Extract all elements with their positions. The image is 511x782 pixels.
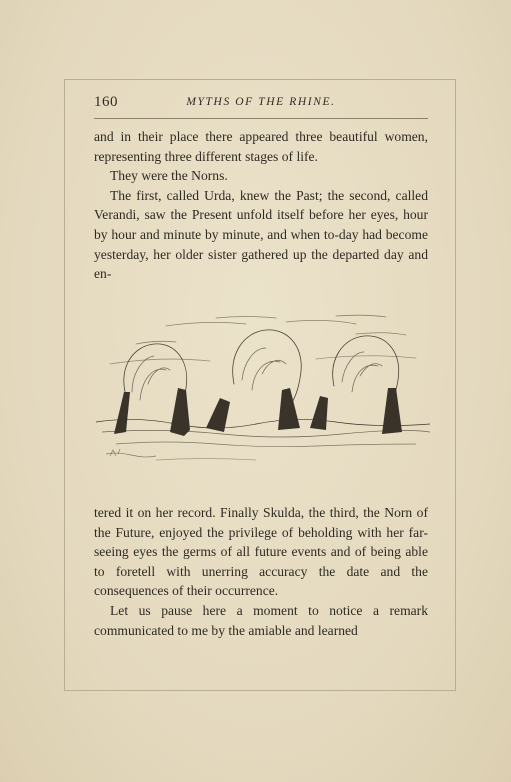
paragraph: tered it on her record. Finally Skulda, the third, the Norn of the Future, enjoyed the privilege of beholding with her far-seeing eyes the germs of all future events and of being able to foretell with unerring accuracy the date and the consequences of their occurrence.	[94, 505, 428, 599]
body-text-bottom	[94, 503, 428, 640]
body-text-top	[94, 127, 428, 284]
paragraph: Let us pause here a moment to notice a remark communicated to me by the amiable and learned	[94, 602, 428, 638]
paragraph: The first, called Urda, knew the Past; the second, called Verandi, saw the Present unfold itself before her eyes, hour by hour and minute by minute, and when to-day had become yesterday, her older sister gathered up the departed day and en-	[94, 187, 428, 282]
norns-illustration	[96, 304, 430, 484]
header-rule	[94, 118, 428, 119]
paragraph: and in their place there appeared three beautiful women, representing three different stages of life.	[94, 129, 428, 164]
page-number: 160	[94, 94, 118, 110]
running-title: MYTHS OF THE RHINE.	[186, 96, 336, 108]
paragraph: They were the Norns.	[110, 168, 228, 184]
page-header	[94, 94, 428, 116]
